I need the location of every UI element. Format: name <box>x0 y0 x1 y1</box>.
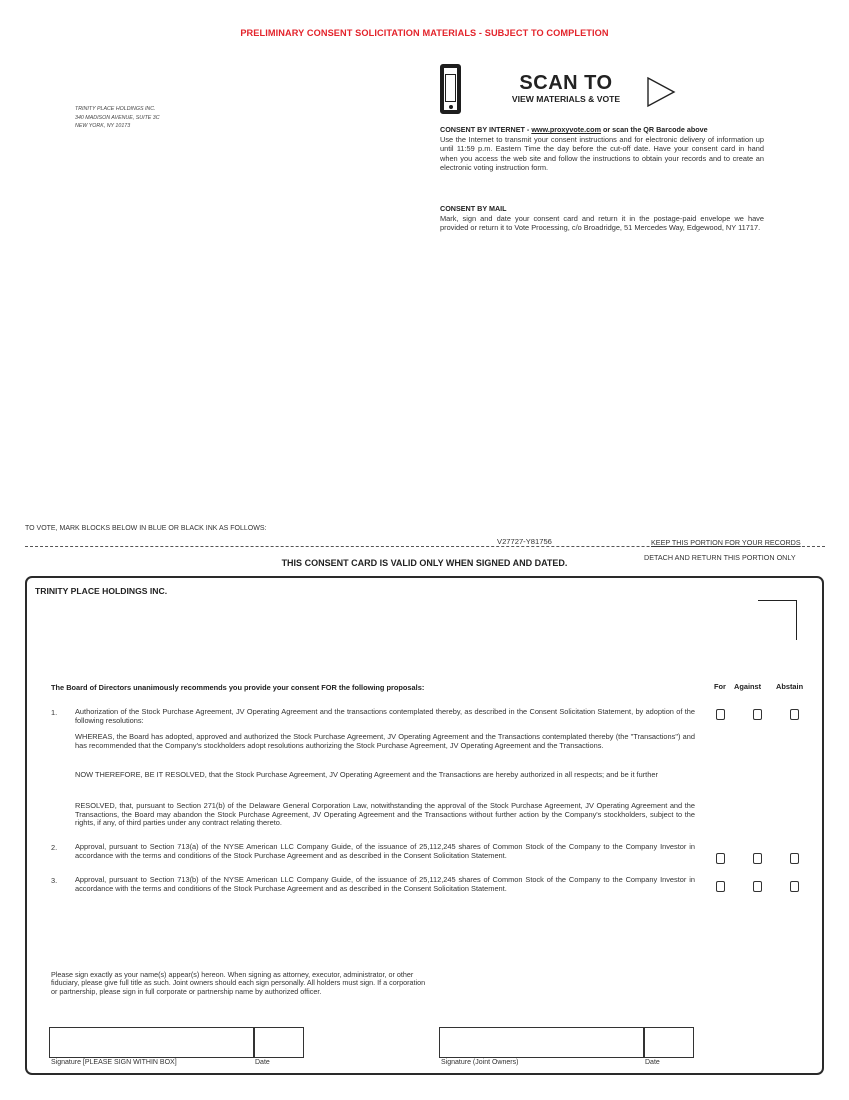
joint-date-box[interactable] <box>643 1027 694 1058</box>
column-for: For <box>714 682 726 691</box>
proposal-2-abstain-checkbox[interactable] <box>790 853 799 864</box>
smartphone-icon <box>440 64 461 114</box>
column-against: Against <box>734 682 762 691</box>
proxyvote-link[interactable]: www.proxyvote.com <box>531 125 601 134</box>
joint-date-label: Date <box>645 1059 660 1066</box>
proposal-1-resolved-further: RESOLVED, that, pursuant to Section 271(b) of the Delaware General Corporation Law, notwithstanding the approval of the Stock Purchase Agreement, JV Operating Agreement and the Transactions, the Board may abandon the Stock Purchase Agreement, JV Operating Agreement and the Transactions without further action by the Company's stockholders, subject to the rights, if any, of third parties under any contract relating thereto. <box>75 801 695 828</box>
company-address <box>75 105 160 131</box>
date-box[interactable] <box>253 1027 304 1058</box>
proposal-2-text: Approval, pursuant to Section 713(a) of the NYSE American LLC Company Guide, of the issuance of 25,112,245 shares of Common Stock of the Company to the Company Investor in accordance with the terms and conditions of the Stock Purchase Agreement and as described in the Consent Solicitation Statement. <box>75 842 695 860</box>
column-abstain: Abstain <box>776 682 804 691</box>
proposal-number: 3. <box>51 876 58 885</box>
proposal-3-abstain-checkbox[interactable] <box>790 881 799 892</box>
control-number: V27727-Y81756 <box>493 537 556 546</box>
address-line: NEW YORK, NY 10173 <box>75 123 131 130</box>
proposal-number: 2. <box>51 843 58 852</box>
signature-box[interactable] <box>49 1027 255 1058</box>
signing-instructions: Please sign exactly as your name(s) appear(s) hereon. When signing as attorney, executor, administrator, or other fiduciary, please give full title as such. Joint owners should each sign personally. All holders must sign. If a corporation or partnership, please sign in full corporate or partnership name by authorized officer. <box>51 970 426 996</box>
proposal-2-against-checkbox[interactable] <box>753 853 762 864</box>
address-line: TRINITY PLACE HOLDINGS INC. <box>75 106 156 112</box>
joint-signature-box[interactable] <box>439 1027 645 1058</box>
proposal-1-text: Authorization of the Stock Purchase Agreement, JV Operating Agreement and the transactions contemplated thereby, as described in the Consent Solicitation Statement, by adoption of the following resolutions: <box>75 707 695 725</box>
company-name: TRINITY PLACE HOLDINGS INC. <box>35 586 168 596</box>
proposal-number: 1. <box>51 708 58 717</box>
scan-subtitle: VIEW MATERIALS & VOTE <box>511 94 621 104</box>
corner-mark <box>758 600 797 640</box>
proposal-1-whereas: WHEREAS, the Board has adopted, approved and authorized the Stock Purchase Agreement, JV Operating Agreement and the Transactions contemplated thereby (the "Transactions") and has recommended that the Company's stockholders adopt resolutions authorizing the Stock Purchase Agreement, JV Operating Agreement and the Transactions. <box>75 732 695 750</box>
proposal-3-text: Approval, pursuant to Section 713(b) of the NYSE American LLC Company Guide, of the issuance of 25,112,245 shares of Common Stock of the Company to the Company Investor in accordance with the terms and conditions of the Stock Purchase Agreement and as described in the Consent Solicitation Statement. <box>75 875 695 893</box>
address-line: 340 MADISON AVENUE, SUITE 3C <box>75 114 160 121</box>
joint-signature-label: Signature (Joint Owners) <box>441 1059 519 1066</box>
internet-instructions: Use the Internet to transmit your consent instructions and for electronic delivery of information up until 11:59 p.m. Eastern Time the day before the cut-off date. Have your consent card in hand when you access the web site and follow the instructions to obtain your records and to create an electronic voting instruction form. <box>440 135 764 173</box>
proposal-2-for-checkbox[interactable] <box>716 853 725 864</box>
proposal-3-for-checkbox[interactable] <box>716 881 725 892</box>
valid-notice: THIS CONSENT CARD IS VALID ONLY WHEN SIGNED AND DATED. <box>281 558 568 568</box>
keep-portion-label: KEEP THIS PORTION FOR YOUR RECORDS <box>651 538 801 547</box>
proposal-3-against-checkbox[interactable] <box>753 881 762 892</box>
internet-heading: CONSENT BY INTERNET - www.proxyvote.com or scan the QR Barcode above <box>440 125 708 134</box>
mail-heading: CONSENT BY MAIL <box>440 204 507 213</box>
proposal-1-against-checkbox[interactable] <box>753 709 762 720</box>
preliminary-banner: PRELIMINARY CONSENT SOLICITATION MATERIALS - SUBJECT TO COMPLETION <box>240 28 609 38</box>
mail-instructions: Mark, sign and date your consent card and return it in the postage-paid envelope we have provided or return it to Vote Processing, c/o Broadridge, 51 Mercedes Way, Edgewood, NY 11717. <box>440 214 764 233</box>
proposal-1-resolved: NOW THEREFORE, BE IT RESOLVED, that the Stock Purchase Agreement, JV Operating Agreement and the Transactions are hereby authorized in all respects; and be it further <box>75 770 658 779</box>
scan-title: SCAN TO <box>519 72 613 94</box>
date-label: Date <box>255 1059 270 1066</box>
proposal-1-abstain-checkbox[interactable] <box>790 709 799 720</box>
detach-label: DETACH AND RETURN THIS PORTION ONLY <box>644 553 796 562</box>
signature-label: Signature [PLEASE SIGN WITHIN BOX] <box>51 1059 177 1066</box>
proposal-1-for-checkbox[interactable] <box>716 709 725 720</box>
to-vote-instruction: TO VOTE, MARK BLOCKS BELOW IN BLUE OR BLACK INK AS FOLLOWS: <box>25 525 267 532</box>
board-recommendation: The Board of Directors unanimously recommends you provide your consent FOR the following proposals: <box>51 683 425 692</box>
play-arrow-icon <box>646 76 676 108</box>
